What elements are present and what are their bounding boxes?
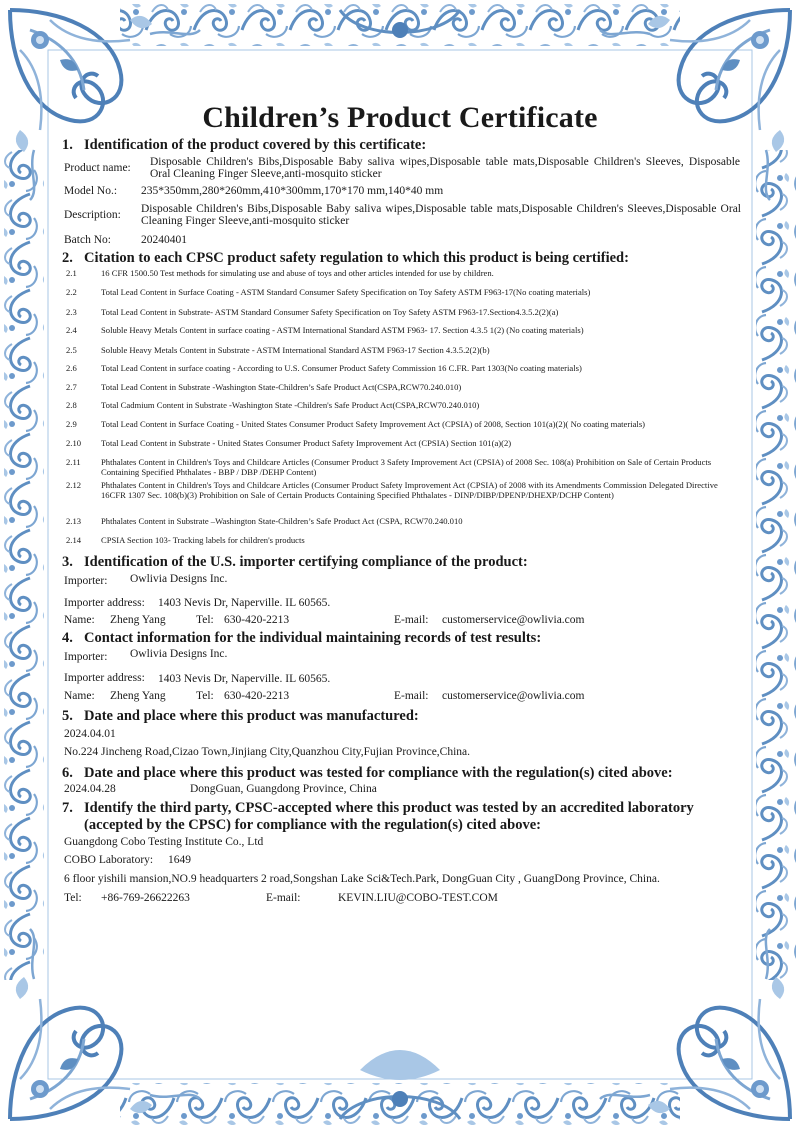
records-address-value: 1403 Nevis Dr, Naperville. IL 60565. (158, 673, 331, 685)
manufacture-place: No.224 Jincheng Road,Cizao Town,Jinjiang City,Quanzhou City,Fujian Province,China. (64, 746, 471, 758)
importer-address-label: Importer address: (64, 597, 145, 609)
section-1-heading (62, 137, 426, 154)
records-name-value: Zheng Yang (110, 690, 166, 702)
section-7-number: 7. (62, 800, 73, 816)
citation-number: 2.4 (66, 325, 77, 335)
citation-number: 2.11 (66, 457, 81, 467)
description-value: Disposable Children's Bibs,Disposable Baby saliva wipes,Disposable table mats,Disposable Children's Sleeves,Disposable Oral Cleaning Finger Sleeve,anti-mosquito sticker (141, 203, 741, 227)
section-3-number: 3. (62, 554, 73, 570)
certificate-title: Children’s Product Certificate (202, 101, 598, 134)
lab-email-value: KEVIN.LIU@COBO-TEST.COM (338, 892, 498, 904)
section-4-heading (62, 630, 541, 647)
citation-number: 2.14 (66, 535, 82, 545)
section-3-title: Identification of the U.S. importer certifying compliance of the product: (84, 554, 528, 570)
section-6-heading (62, 765, 673, 782)
section-3-heading (62, 554, 528, 571)
test-place: DongGuan, Guangdong Province, China (190, 783, 377, 795)
citation-text: Soluble Heavy Metals Content in Substrate - ASTM International Standard ASTM F963-17 Section 4.3.5.2(2)(b) (101, 345, 490, 355)
citation-text: Total Lead Content in Substrate- ASTM Standard Consumer Safety Specification on Toy Safety ASTM F963-17.Section4.3.5.2(2)(a) (101, 307, 559, 317)
citation-number: 2.12 (66, 480, 82, 490)
section-2-title: Citation to each CPSC product safety regulation to which this product is being certified: (84, 250, 629, 266)
test-date: 2024.04.28 (64, 783, 116, 795)
product-name-value: Disposable Children's Bibs,Disposable Baby saliva wipes,Disposable table mats,Disposable Children's Sleeves, Disposable Oral Cleaning Finger Sleeve,anti-mosquito sticker (150, 156, 740, 180)
citation-number: 2.13 (66, 516, 82, 526)
lab-address: 6 floor yishili mansion,NO.9 headquarters 2 road,Songshan Lake Sci&Tech.Park, DongGuan City , GuangDong Province, China. (64, 873, 660, 885)
section-7-title-line-2: (accepted by the CPSC) for compliance with the regulation(s) cited above: (84, 817, 541, 833)
citation-text: Phthalates Content in Children's Toys and Childcare Articles (Consumer Product Safety Improvement Act (CPSIA) of 2008 with its Amendments Commission Delegated Directive 16CFR 1307 Sec. 108(b)(3) Prohibition on Sale of Certain Products Containing Specified Phthalates - DINP/DIBP/DPENP/DHEXP/DCHP Content) (101, 480, 718, 500)
lab-id-value: 1649 (168, 854, 191, 866)
citation-number: 2.2 (66, 287, 77, 297)
citation-text: Total Lead Content in Surface Coating - United States Consumer Product Safety Improvement Act (CPSIA) of 2008, Section 101(a)(2)( No coating materials) (101, 419, 646, 429)
lab-name: Guangdong Cobo Testing Institute Co., Ltd (64, 836, 264, 848)
lab-id-label: COBO Laboratory: (64, 854, 154, 866)
records-name-label: Name: (64, 690, 95, 702)
citation-text: Phthalates Content in Children's Toys and Childcare Articles (Consumer Product 3 Safety Improvement Act (CPSIA) of 2008 Sec. 108(a) Prohibition on Sale of Certain Products Containing Specified Phthalates - BBP / DBP /DEHP Content) (101, 457, 712, 477)
records-importer-label: Importer: (64, 651, 108, 663)
section-2-heading (62, 250, 629, 267)
records-tel-label: Tel: (196, 690, 214, 702)
citation-text: Total Lead Content in surface coating - According to U.S. Consumer Product Safety Commission 16 C.FR. Part 1303(No coating materials) (101, 363, 582, 373)
section-2-number: 2. (62, 250, 73, 266)
tel-label: Tel: (196, 614, 214, 626)
section-4-title: Contact information for the individual maintaining records of test results: (84, 630, 542, 646)
section-6-title: Date and place where this product was tested for compliance with the regulation(s) cited above: (84, 765, 673, 781)
contact-name-value: Zheng Yang (110, 614, 166, 626)
records-email-label: E-mail: (394, 690, 429, 702)
citation-number: 2.7 (66, 382, 77, 392)
citation-text: 16 CFR 1500.50 Test methods for simulating use and abuse of toys and other articles intended for use by children. (101, 268, 494, 278)
section-1-title: Identification of the product covered by this certificate: (84, 137, 427, 153)
tel-value: 630-420-2213 (224, 614, 290, 626)
citation-text: CPSIA Section 103- Tracking labels for children's products (101, 535, 305, 545)
lab-tel-label: Tel: (64, 892, 82, 904)
citation-text: Total Lead Content in Substrate -Washington State-Children’s Safe Product Act(CSPA,RCW70.240.010) (101, 382, 462, 392)
batch-value: 20240401 (141, 234, 187, 246)
citation-text: Total Cadmium Content in Substrate -Washington State -Children's Safe Product Act(CSPA,RCW70.240.010) (101, 400, 480, 410)
importer-address-value: 1403 Nevis Dr, Naperville. IL 60565. (158, 597, 331, 609)
importer-value: Owlivia Designs Inc. (130, 573, 228, 585)
citation-text: Soluble Heavy Metals Content in surface coating - ASTM International Standard ASTM F963- 17. Section 4.3.5 1(2) (No coating materials) (101, 325, 584, 335)
citation-number: 2.9 (66, 419, 77, 429)
batch-label: Batch No: (64, 234, 111, 246)
model-label: Model No.: (64, 185, 118, 197)
citation-text: Phthalates Content in Substrate –Washington State-Children’s Safe Product Act (CSPA, RCW70.240.010 (101, 516, 463, 526)
citation-text: Total Lead Content in Surface Coating - ASTM Standard Consumer Safety Specification on Toy Safety ASTM F963-17(No coating materials) (101, 287, 591, 297)
records-email-value: customerservice@owlivia.com (442, 690, 585, 702)
importer-label: Importer: (64, 575, 108, 587)
email-value: customerservice@owlivia.com (442, 614, 585, 626)
records-address-label: Importer address: (64, 672, 145, 684)
citation-number: 2.10 (66, 438, 82, 448)
citation-number: 2.5 (66, 345, 77, 355)
manufacture-date: 2024.04.01 (64, 728, 116, 740)
section-1-number: 1. (62, 137, 73, 153)
section-7-title-line-1: Identify the third party, CPSC-accepted where this product was tested by an accredited laboratory (84, 800, 694, 816)
section-5-heading (62, 708, 419, 725)
citation-number: 2.8 (66, 400, 77, 410)
model-value: 235*350mm,280*260mm,410*300mm,170*170 mm,140*40 mm (141, 185, 444, 197)
records-importer-value: Owlivia Designs Inc. (130, 648, 228, 660)
section-5-title: Date and place where this product was manufactured: (84, 708, 419, 724)
citation-number: 2.1 (66, 268, 77, 278)
product-name-label: Product name: (64, 162, 131, 174)
citation-text: Total Lead Content in Substrate - United States Consumer Product Safety Improvement Act (CPSIA) Section 101(a)(2) (101, 438, 512, 448)
lab-email-label: E-mail: (266, 892, 301, 904)
section-5-number: 5. (62, 708, 73, 724)
section-6-number: 6. (62, 765, 73, 781)
records-tel-value: 630-420-2213 (224, 690, 290, 702)
citation-number: 2.6 (66, 363, 77, 373)
section-4-number: 4. (62, 630, 73, 646)
lab-tel-value: +86-769-26622263 (101, 892, 190, 904)
section-7-heading (62, 800, 694, 817)
description-label: Description: (64, 209, 121, 221)
email-label: E-mail: (394, 614, 429, 626)
citation-number: 2.3 (66, 307, 77, 317)
contact-name-label: Name: (64, 614, 95, 626)
